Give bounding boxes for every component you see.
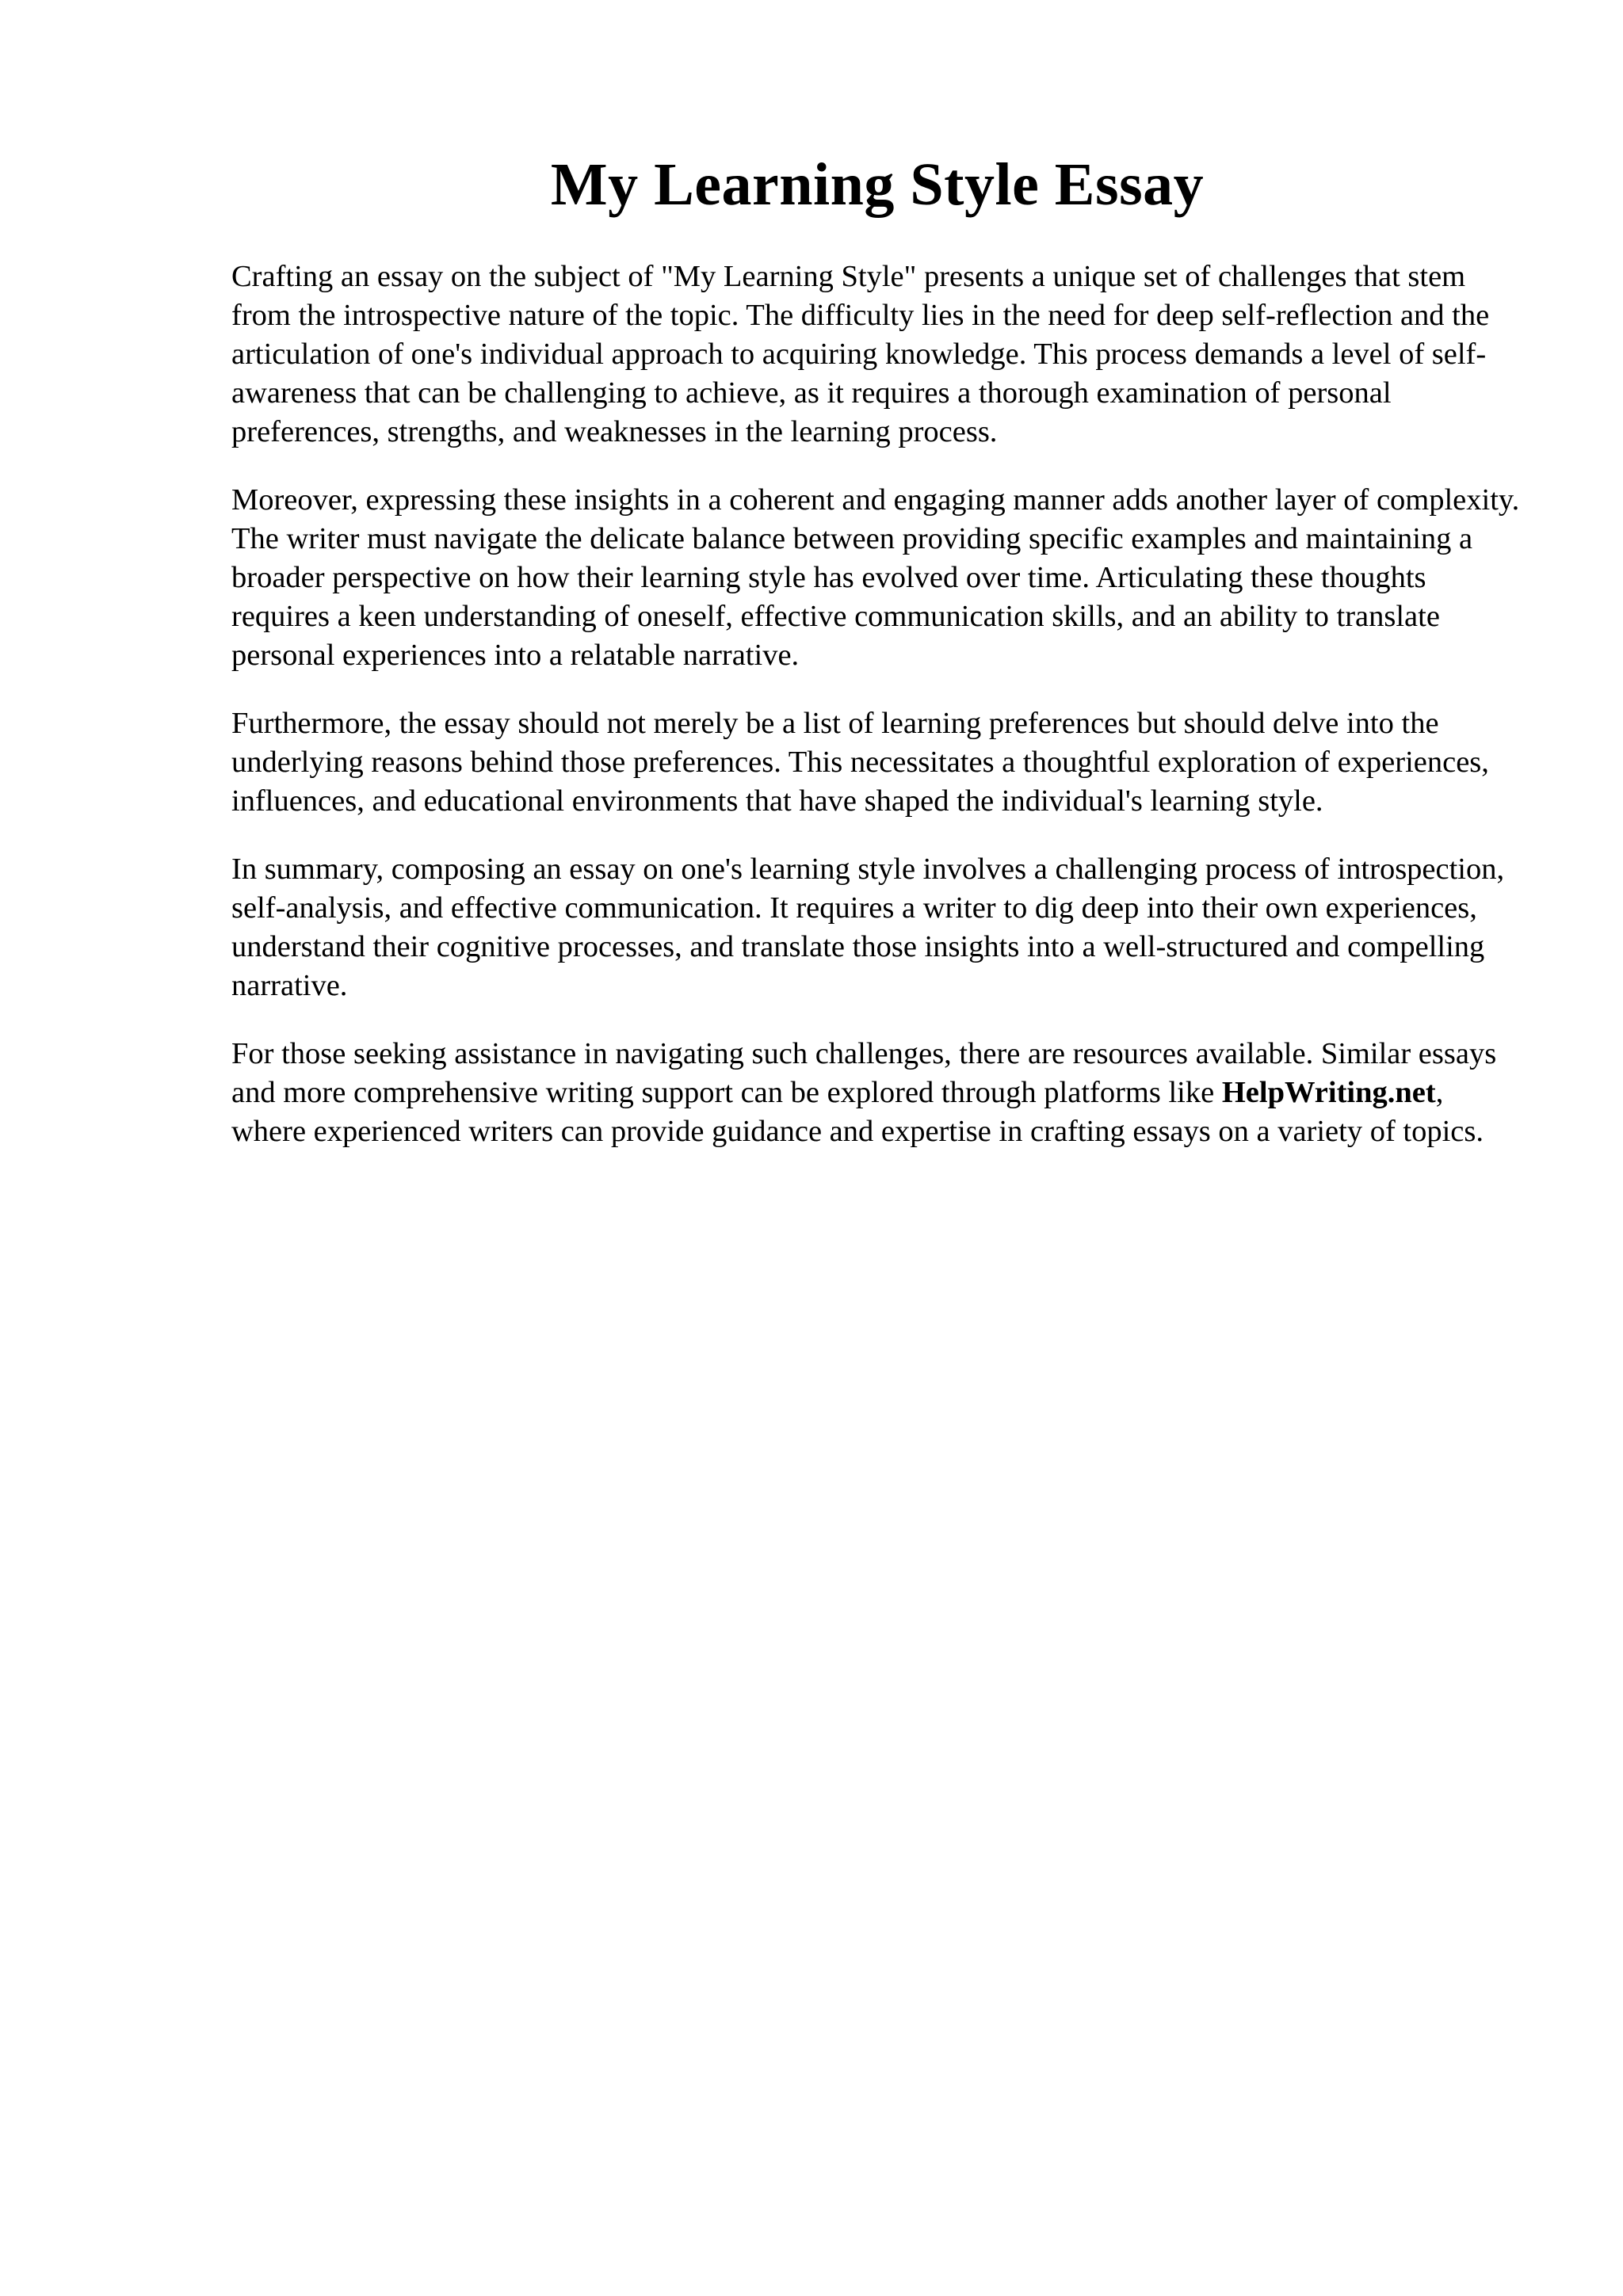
paragraph-reasons: Furthermore, the essay should not merely be a list of learning preferences but should delve into the underlying reasons behind those preferences. This necessitates a thoughtful exploration of experiences, influences, and educational environments that have shaped the individual's learning style.	[231, 707, 1489, 818]
brand-name: HelpWriting.net	[1221, 1076, 1436, 1110]
essay-content	[231, 151, 1523, 1180]
paragraph-expression: Moreover, expressing these insights in a coherent and engaging manner adds another layer of complexity. The writer must navigate the delicate balance between providing specific examples and maintaining a broader perspective on how their learning style has evolved over time. Articulating these thoughts requires a keen understanding of oneself, effective communication skills, and an ability to translate personal experiences into a relatable narrative.	[231, 483, 1520, 673]
essay-title: My Learning Style Essay	[550, 151, 1205, 218]
paragraph-intro: Crafting an essay on the subject of "My Learning Style" presents a unique set of challenges that stem from the introspective nature of the topic. The difficulty lies in the need for deep self-reflection and the articulation of one's individual approach to acquiring knowledge. This process demands a level of self-awareness that can be challenging to achieve, as it requires a thorough examination of personal preferences, strengths, and weaknesses in the learning process.	[231, 260, 1490, 449]
closing-text-after: , where experienced writers can provide guidance and expertise in crafting essays on a variety of topics.	[231, 1076, 1484, 1149]
closing-text-before: For those seeking assistance in navigating such challenges, there are resources available. Similar essays and more comprehensive writing support can be explored through platforms like	[231, 1037, 1497, 1110]
paragraph-summary: In summary, composing an essay on one's learning style involves a challenging process of introspection, self-analysis, and effective communication. It requires a writer to dig deep into their own experiences, understand their cognitive processes, and translate those insights into a well-structured and compelling narrative.	[231, 852, 1505, 1003]
paragraph-closing	[231, 1035, 1523, 1151]
